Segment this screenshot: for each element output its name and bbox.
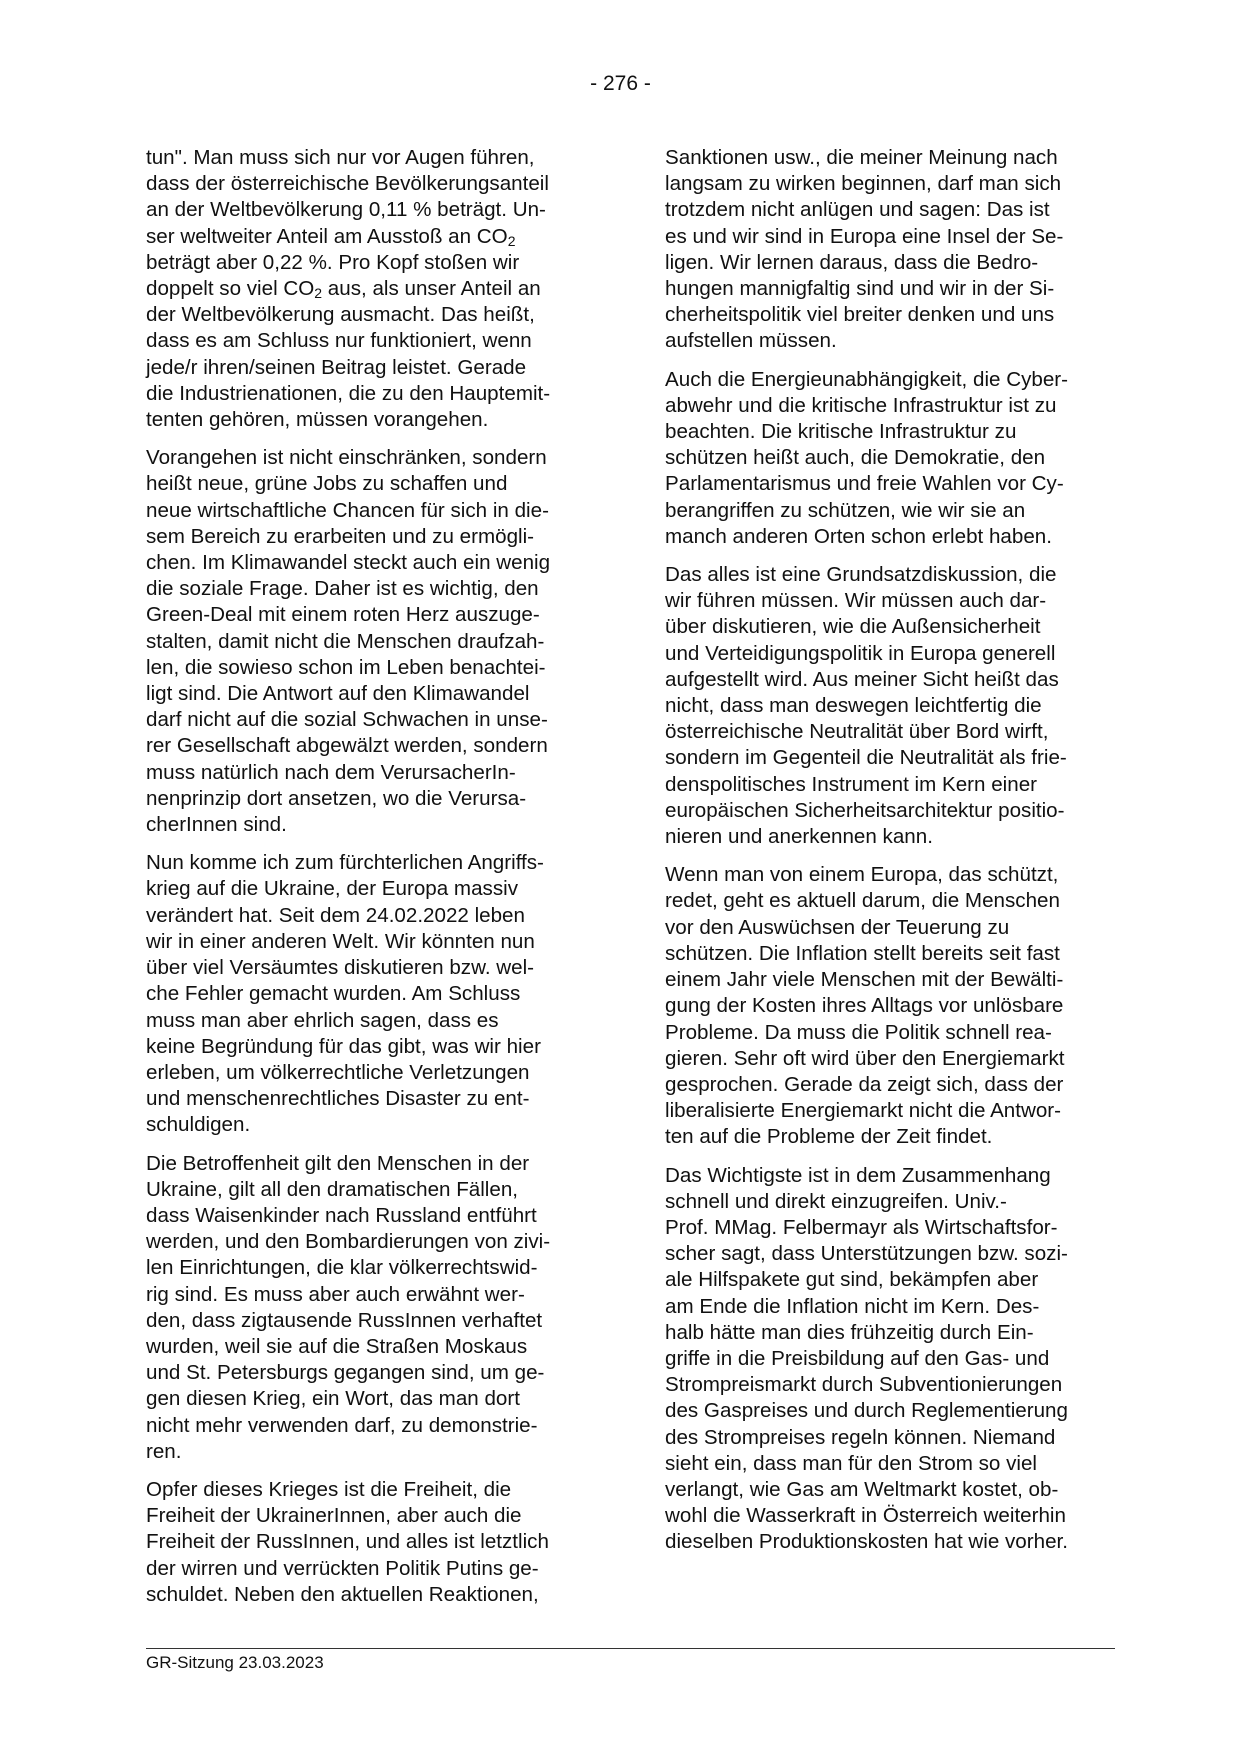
text-line: liberalisierte Energiemarkt nicht die Antwor- <box>665 1099 1062 1123</box>
text-line: des Strompreises regeln können. Niemand <box>665 1425 1056 1449</box>
text-line: rig sind. Es muss aber auch erwähnt wer- <box>146 1282 525 1306</box>
text-line: verändert hat. Seit dem 24.02.2022 leben <box>146 903 525 927</box>
text-line: rer Gesellschaft abgewälzt werden, sondern <box>146 734 548 758</box>
text-line: stalten, damit nicht die Menschen draufzah- <box>146 629 545 653</box>
text-line: langsam zu wirken beginnen, darf man sich <box>665 172 1062 196</box>
text-line: werden, und den Bombardierungen von zivi- <box>146 1230 551 1254</box>
footer-divider <box>146 1648 1115 1649</box>
text-line: nenprinzip dort ansetzen, wo die Verursa- <box>146 786 527 810</box>
page-number: - 276 - <box>590 72 651 95</box>
text-line: gung der Kosten ihres Alltags vor unlösbare <box>665 994 1064 1018</box>
text-line: Das Wichtigste ist in dem Zusammenhang <box>665 1163 1051 1187</box>
text-line: dass der österreichische Bevölkerungsanteil <box>146 172 549 196</box>
paragraph <box>665 1163 1115 1556</box>
text-fragment: doppelt so viel CO <box>146 277 315 301</box>
text-line: an der Weltbevölkerung 0,11 % beträgt. Un- <box>146 198 546 222</box>
text-line: die Industrienationen, die zu den Hauptemit- <box>146 381 551 405</box>
text-line: wohl die Wasserkraft in Österreich weiterhin <box>665 1504 1066 1528</box>
text-line: gen diesen Krieg, ein Wort, das man dort <box>146 1387 520 1411</box>
text-line: wir in einer anderen Welt. Wir könnten nun <box>146 929 535 953</box>
paragraph <box>665 367 1115 550</box>
text-line: beträgt aber 0,22 %. Pro Kopf stoßen wir <box>146 250 520 274</box>
text-line: ren. <box>146 1439 182 1463</box>
paragraph <box>665 862 1115 1150</box>
text-line: manch anderen Orten schon erlebt haben. <box>665 524 1052 548</box>
paragraph <box>665 145 1115 355</box>
text-line: gieren. Sehr oft wird über den Energiemarkt <box>665 1046 1065 1070</box>
text-line: vor den Auswüchsen der Teuerung zu <box>665 915 1010 939</box>
text-line: österreichische Neutralität über Bord wirft, <box>665 720 1049 744</box>
text-line: nieren und anerkennen kann. <box>665 825 933 849</box>
text-line: und Verteidigungspolitik in Europa generell <box>665 641 1056 665</box>
right-column <box>665 145 1115 1568</box>
co2-subscript: 2 <box>314 284 323 301</box>
text-line: denspolitisches Instrument im Kern einer <box>665 772 1038 796</box>
text-line: muss man aber ehrlich sagen, dass es <box>146 1008 499 1032</box>
text-line: halb hätte man dies frühzeitig durch Ein- <box>665 1320 1034 1344</box>
text-line: sieht ein, dass man für den Strom so viel <box>665 1451 1038 1475</box>
text-line: dieselben Produktionskosten hat wie vorher. <box>665 1530 1068 1554</box>
text-line: wir führen müssen. Wir müssen auch dar- <box>665 589 1047 613</box>
text-line: erleben, um völkerrechtliche Verletzungen <box>146 1060 530 1084</box>
text-line: schützen. Die Inflation stellt bereits seit fast <box>665 941 1060 965</box>
text-line-co2 <box>146 224 596 250</box>
text-line: der wirren und verrückten Politik Putins ge- <box>146 1556 539 1580</box>
text-line: den, dass zigtausende RussInnen verhaftet <box>146 1308 543 1332</box>
text-line: cherheitspolitik viel breiter denken und uns <box>665 303 1055 327</box>
text-line: Green-Deal mit einem roten Herz auszuge- <box>146 603 540 627</box>
text-line: tun". Man muss sich nur vor Augen führen, <box>146 146 535 169</box>
text-line: darf nicht auf die sozial Schwachen in unse- <box>146 708 548 732</box>
paragraph <box>146 445 596 838</box>
text-line: ligt sind. Die Antwort auf den Klimawandel <box>146 682 530 706</box>
text-line: nicht mehr verwenden darf, zu demonstrie- <box>146 1413 538 1437</box>
text-line: abwehr und die kritische Infrastruktur ist zu <box>665 393 1057 417</box>
text-line: schuldet. Neben den aktuellen Reaktionen, <box>146 1582 539 1606</box>
text-line: neue wirtschaftliche Chancen für sich in die- <box>146 498 549 522</box>
text-line: der Weltbevölkerung ausmacht. Das heißt, <box>146 303 535 327</box>
text-line: einem Jahr viele Menschen mit der Bewälti- <box>665 968 1064 992</box>
text-line: ligen. Wir lernen daraus, dass die Bedro- <box>665 250 1039 274</box>
text-line: nicht, dass man deswegen leichtfertig die <box>665 694 1042 718</box>
text-line: die soziale Frage. Daher ist es wichtig, den <box>146 577 539 601</box>
text-line: ale Hilfspakete gut sind, bekämpfen aber <box>665 1268 1039 1292</box>
text-fragment: ser weltweiter Anteil am Ausstoß an CO <box>146 224 508 248</box>
text-line: berangriffen zu schützen, wie wir sie an <box>665 498 1026 522</box>
text-line: Vorangehen ist nicht einschränken, sondern <box>146 446 547 470</box>
text-line: scher sagt, dass Unterstützungen bzw. sozi- <box>665 1242 1068 1266</box>
text-line-co2 <box>146 276 596 302</box>
left-column <box>146 145 596 1620</box>
text-line: trotzdem nicht anlügen und sagen: Das ist <box>665 198 1050 222</box>
text-line: len, die sowieso schon im Leben benachtei- <box>146 655 546 679</box>
text-line: Parlamentarismus und freie Wahlen vor Cy- <box>665 472 1064 496</box>
text-fragment: aus, als unser Anteil an <box>322 277 541 301</box>
text-line: Auch die Energieunabhängigkeit, die Cyber- <box>665 367 1068 391</box>
text-line: Wenn man von einem Europa, das schützt, <box>665 863 1059 887</box>
text-line: Nun komme ich zum fürchterlichen Angriffs- <box>146 851 544 875</box>
text-line: und St. Petersburgs gegangen sind, um ge- <box>146 1361 545 1385</box>
text-line: Ukraine, gilt all den dramatischen Fällen, <box>146 1177 519 1201</box>
text-line: che Fehler gemacht wurden. Am Schluss <box>146 982 521 1006</box>
text-line: cherInnen sind. <box>146 813 287 837</box>
text-line: es und wir sind in Europa eine Insel der Se- <box>665 224 1064 248</box>
text-line: Opfer dieses Krieges ist die Freiheit, die <box>146 1477 512 1501</box>
text-line: redet, geht es aktuell darum, die Menschen <box>665 889 1060 913</box>
text-line: des Gaspreises und durch Reglementierung <box>665 1399 1068 1423</box>
text-line: und menschenrechtliches Disaster zu ent- <box>146 1087 530 1111</box>
paragraph <box>146 145 596 433</box>
footer-session-date: GR-Sitzung 23.03.2023 <box>146 1653 324 1672</box>
text-line: Das alles ist eine Grundsatzdiskussion, die <box>665 563 1057 587</box>
text-line: beachten. Die kritische Infrastruktur zu <box>665 420 1017 444</box>
text-line: über viel Versäumtes diskutieren bzw. wel- <box>146 956 535 980</box>
paragraph <box>146 1151 596 1465</box>
text-line: Probleme. Da muss die Politik schnell rea- <box>665 1020 1052 1044</box>
text-line: sondern im Gegenteil die Neutralität als frie- <box>665 746 1067 770</box>
text-line: Sanktionen usw., die meiner Meinung nach <box>665 146 1058 169</box>
text-line: europäischen Sicherheitsarchitektur positio- <box>665 798 1065 822</box>
text-line: Die Betroffenheit gilt den Menschen in der <box>146 1151 530 1175</box>
text-line: aufgestellt wird. Aus meiner Sicht heißt das <box>665 667 1059 691</box>
text-line: wurden, weil sie auf die Straßen Moskaus <box>146 1334 528 1358</box>
text-line: sem Bereich zu erarbeiten und zu ermögli- <box>146 524 535 548</box>
text-line: dass Waisenkinder nach Russland entführt <box>146 1203 537 1227</box>
text-line: Freiheit der RussInnen, und alles ist letztlich <box>146 1530 549 1554</box>
text-line: schuldigen. <box>146 1113 251 1137</box>
text-line: gesprochen. Gerade da zeigt sich, dass der <box>665 1072 1064 1096</box>
text-line: ten auf die Probleme der Zeit findet. <box>665 1125 993 1149</box>
text-line: tenten gehören, müssen vorangehen. <box>146 408 489 432</box>
text-line: verlangt, wie Gas am Weltmarkt kostet, ob- <box>665 1477 1059 1501</box>
text-line: jede/r ihren/seinen Beitrag leistet. Gerade <box>146 355 527 379</box>
paragraph <box>665 562 1115 850</box>
text-line: griffe in die Preisbildung auf den Gas- und <box>665 1346 1050 1370</box>
text-line: aufstellen müssen. <box>665 329 837 353</box>
co2-subscript: 2 <box>507 232 516 249</box>
text-line: schützen heißt auch, die Demokratie, den <box>665 446 1046 470</box>
paragraph <box>146 1477 596 1608</box>
text-line: Freiheit der UkrainerInnen, aber auch die <box>146 1504 522 1528</box>
text-line: über diskutieren, wie die Außensicherheit <box>665 615 1041 639</box>
text-line: chen. Im Klimawandel steckt auch ein wenig <box>146 551 551 575</box>
text-line: heißt neue, grüne Jobs zu schaffen und <box>146 472 508 496</box>
paragraph <box>146 850 596 1138</box>
text-line: dass es am Schluss nur funktioniert, wenn <box>146 329 532 353</box>
text-line: krieg auf die Ukraine, der Europa massiv <box>146 877 519 901</box>
text-line: Strompreismarkt durch Subventionierungen <box>665 1373 1063 1397</box>
text-line: Prof. MMag. Felbermayr als Wirtschaftsfor- <box>665 1215 1058 1239</box>
text-line: muss natürlich nach dem VerursacherIn- <box>146 760 516 784</box>
text-line: hungen mannigfaltig sind und wir in der Si- <box>665 277 1055 301</box>
text-line: len Einrichtungen, die klar völkerrechtswid- <box>146 1256 538 1280</box>
text-line: am Ende die Inflation nicht im Kern. Des- <box>665 1294 1040 1318</box>
text-line: schnell und direkt einzugreifen. Univ.- <box>665 1189 1007 1213</box>
text-line: keine Begründung für das gibt, was wir hier <box>146 1034 541 1058</box>
